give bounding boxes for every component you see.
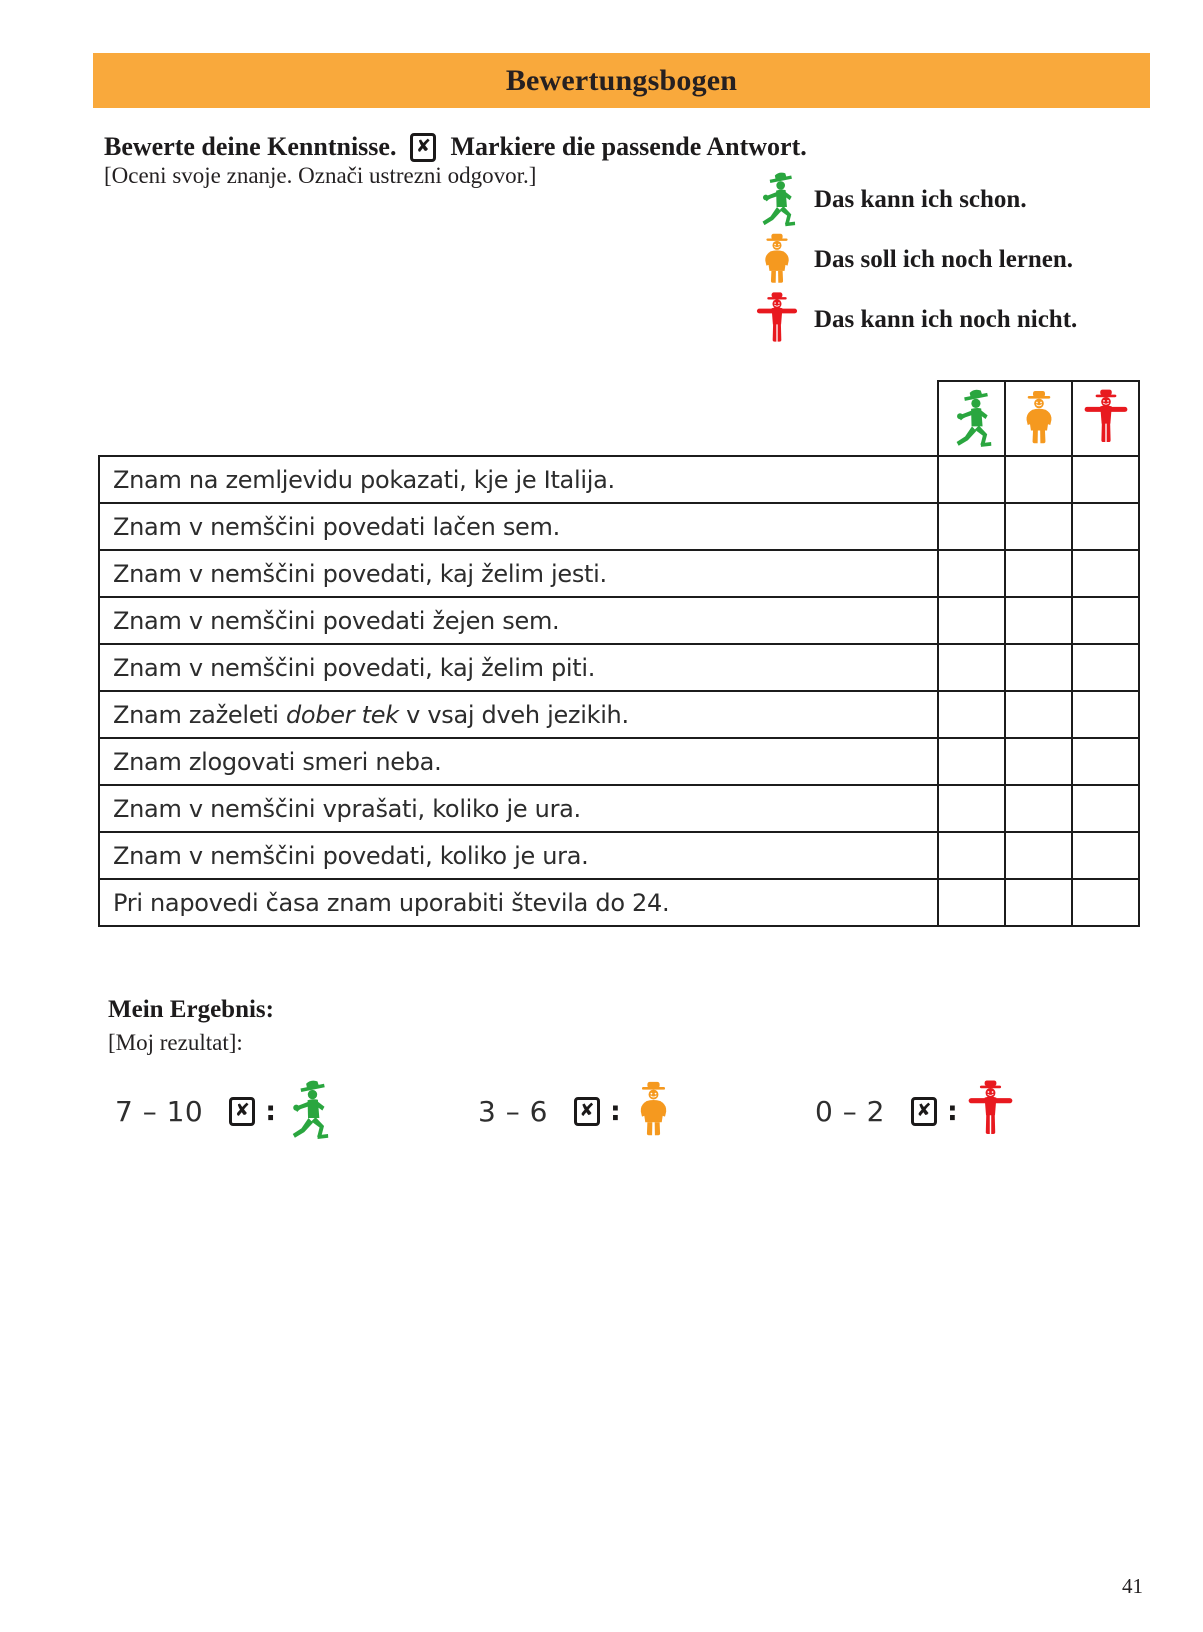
statement-cell [99, 644, 938, 691]
answer-cell-orange[interactable] [1005, 644, 1072, 691]
statement-text: Znam v nemščini povedati lačen sem. [113, 512, 560, 541]
page-number: 41 [1122, 1574, 1143, 1598]
table-row [99, 738, 1139, 785]
score-range-orange [478, 1078, 677, 1144]
table-header-spacer [99, 381, 938, 456]
statement-cell [99, 738, 938, 785]
score-range-red [815, 1078, 1014, 1144]
title-bar [93, 53, 1150, 108]
answer-cell-orange[interactable] [1005, 879, 1072, 926]
statement-cell [99, 503, 938, 550]
table-row [99, 597, 1139, 644]
answer-cell-red[interactable] [1072, 691, 1139, 738]
column-header-green [938, 381, 1005, 456]
score-separator: : [265, 1095, 277, 1127]
red-standing-man-arms-out-icon [755, 292, 799, 349]
checked-box-icon: ✘ [229, 1097, 255, 1126]
red-standing-man-arms-out-icon [1083, 389, 1129, 450]
page-title: Bewertungsbogen [505, 63, 738, 97]
score-separator: : [946, 1095, 958, 1127]
table-row [99, 785, 1139, 832]
green-walking-man-icon [755, 172, 799, 229]
score-range-label: 7 – 10 [115, 1094, 204, 1128]
legend-iconbox [750, 292, 804, 349]
statement-cell [99, 691, 938, 738]
statement-cell [99, 785, 938, 832]
result-translation: [Moj rezultat]: [108, 1030, 243, 1055]
self-assessment-table [98, 380, 1140, 927]
statement-cell [99, 550, 938, 597]
statement-text: v vsaj dveh jezikih. [398, 700, 629, 729]
score-separator: : [609, 1095, 621, 1127]
legend-label: Das soll ich noch lernen. [814, 246, 1074, 273]
answer-cell-green[interactable] [938, 738, 1005, 785]
answer-cell-red[interactable] [1072, 738, 1139, 785]
answer-cell-orange[interactable] [1005, 832, 1072, 879]
statement-cell [99, 879, 938, 926]
answer-cell-green[interactable] [938, 550, 1005, 597]
answer-cell-orange[interactable] [1005, 597, 1072, 644]
answer-cell-red[interactable] [1072, 832, 1139, 879]
answer-cell-red[interactable] [1072, 785, 1139, 832]
checked-box-icon: ✘ [574, 1097, 600, 1126]
answer-cell-red[interactable] [1072, 597, 1139, 644]
answer-cell-orange[interactable] [1005, 503, 1072, 550]
orange-standing-man-icon [630, 1079, 677, 1143]
answer-cell-green[interactable] [938, 691, 1005, 738]
table-row [99, 879, 1139, 926]
score-range-label: 3 – 6 [478, 1094, 548, 1128]
column-header-orange [1005, 381, 1072, 456]
instruction-line [104, 130, 807, 164]
answer-cell-red[interactable] [1072, 503, 1139, 550]
table-row [99, 550, 1139, 597]
answer-cell-orange[interactable] [1005, 550, 1072, 597]
checked-box-icon: ✘ [410, 133, 436, 162]
answer-cell-red[interactable] [1072, 644, 1139, 691]
statement-text: Znam v nemščini povedati žejen sem. [113, 606, 560, 635]
instruction-lead: Bewerte deine Kenntnisse. [104, 132, 397, 161]
orange-standing-man-icon [1016, 389, 1062, 450]
table-row [99, 644, 1139, 691]
instruction-translation: [Oceni svoje znanje. Označi ustrezni odgovor.] [104, 163, 537, 188]
checked-box-icon: ✘ [911, 1097, 937, 1126]
answer-cell-orange[interactable] [1005, 456, 1072, 503]
answer-cell-green[interactable] [938, 879, 1005, 926]
answer-cell-green[interactable] [938, 644, 1005, 691]
legend-item-cannot [750, 290, 1077, 350]
statement-text: Znam v nemščini povedati, kaj želim jesti. [113, 559, 607, 588]
statement-cell [99, 597, 938, 644]
legend [750, 170, 1077, 350]
answer-cell-orange[interactable] [1005, 691, 1072, 738]
statement-cell [99, 456, 938, 503]
statement-text: Znam v nemščini povedati, kaj želim piti. [113, 653, 596, 682]
legend-iconbox [750, 232, 804, 289]
statement-text-italic: dober tek [285, 700, 399, 729]
answer-cell-green[interactable] [938, 832, 1005, 879]
statement-text: Znam v nemščini povedati, koliko je ura. [113, 841, 589, 870]
score-range-green [115, 1078, 332, 1144]
answer-cell-orange[interactable] [1005, 785, 1072, 832]
statement-text: Znam v nemščini vprašati, koliko je ura. [113, 794, 581, 823]
score-range-label: 0 – 2 [815, 1094, 885, 1128]
statement-text: Znam na zemljevidu pokazati, kje je Italija. [113, 465, 615, 494]
table-row [99, 456, 1139, 503]
green-walking-man-icon [949, 389, 995, 450]
table-row [99, 691, 1139, 738]
instruction-tail: Markiere die passende Antwort. [450, 132, 807, 161]
green-walking-man-icon [285, 1079, 332, 1143]
column-header-red [1072, 381, 1139, 456]
answer-cell-green[interactable] [938, 456, 1005, 503]
legend-label: Das kann ich schon. [814, 186, 1027, 213]
statement-text: Pri napovedi časa znam uporabiti števila do 24. [113, 888, 670, 917]
table-row [99, 503, 1139, 550]
answer-cell-green[interactable] [938, 597, 1005, 644]
result-heading: Mein Ergebnis: [108, 996, 274, 1023]
legend-iconbox [750, 172, 804, 229]
answer-cell-red[interactable] [1072, 550, 1139, 597]
legend-item-can [750, 170, 1077, 230]
legend-item-learn [750, 230, 1077, 290]
legend-label: Das kann ich noch nicht. [814, 306, 1078, 333]
answer-cell-green[interactable] [938, 503, 1005, 550]
red-standing-man-arms-out-icon [967, 1079, 1014, 1143]
answer-cell-red[interactable] [1072, 879, 1139, 926]
answer-cell-green[interactable] [938, 785, 1005, 832]
orange-standing-man-icon [755, 232, 799, 289]
statement-text: Znam zaželeti [113, 700, 286, 729]
table-row [99, 832, 1139, 879]
answer-cell-red[interactable] [1072, 456, 1139, 503]
statement-cell [99, 832, 938, 879]
answer-cell-orange[interactable] [1005, 738, 1072, 785]
statement-text: Znam zlogovati smeri neba. [113, 747, 442, 776]
table-header-row [99, 381, 1139, 456]
